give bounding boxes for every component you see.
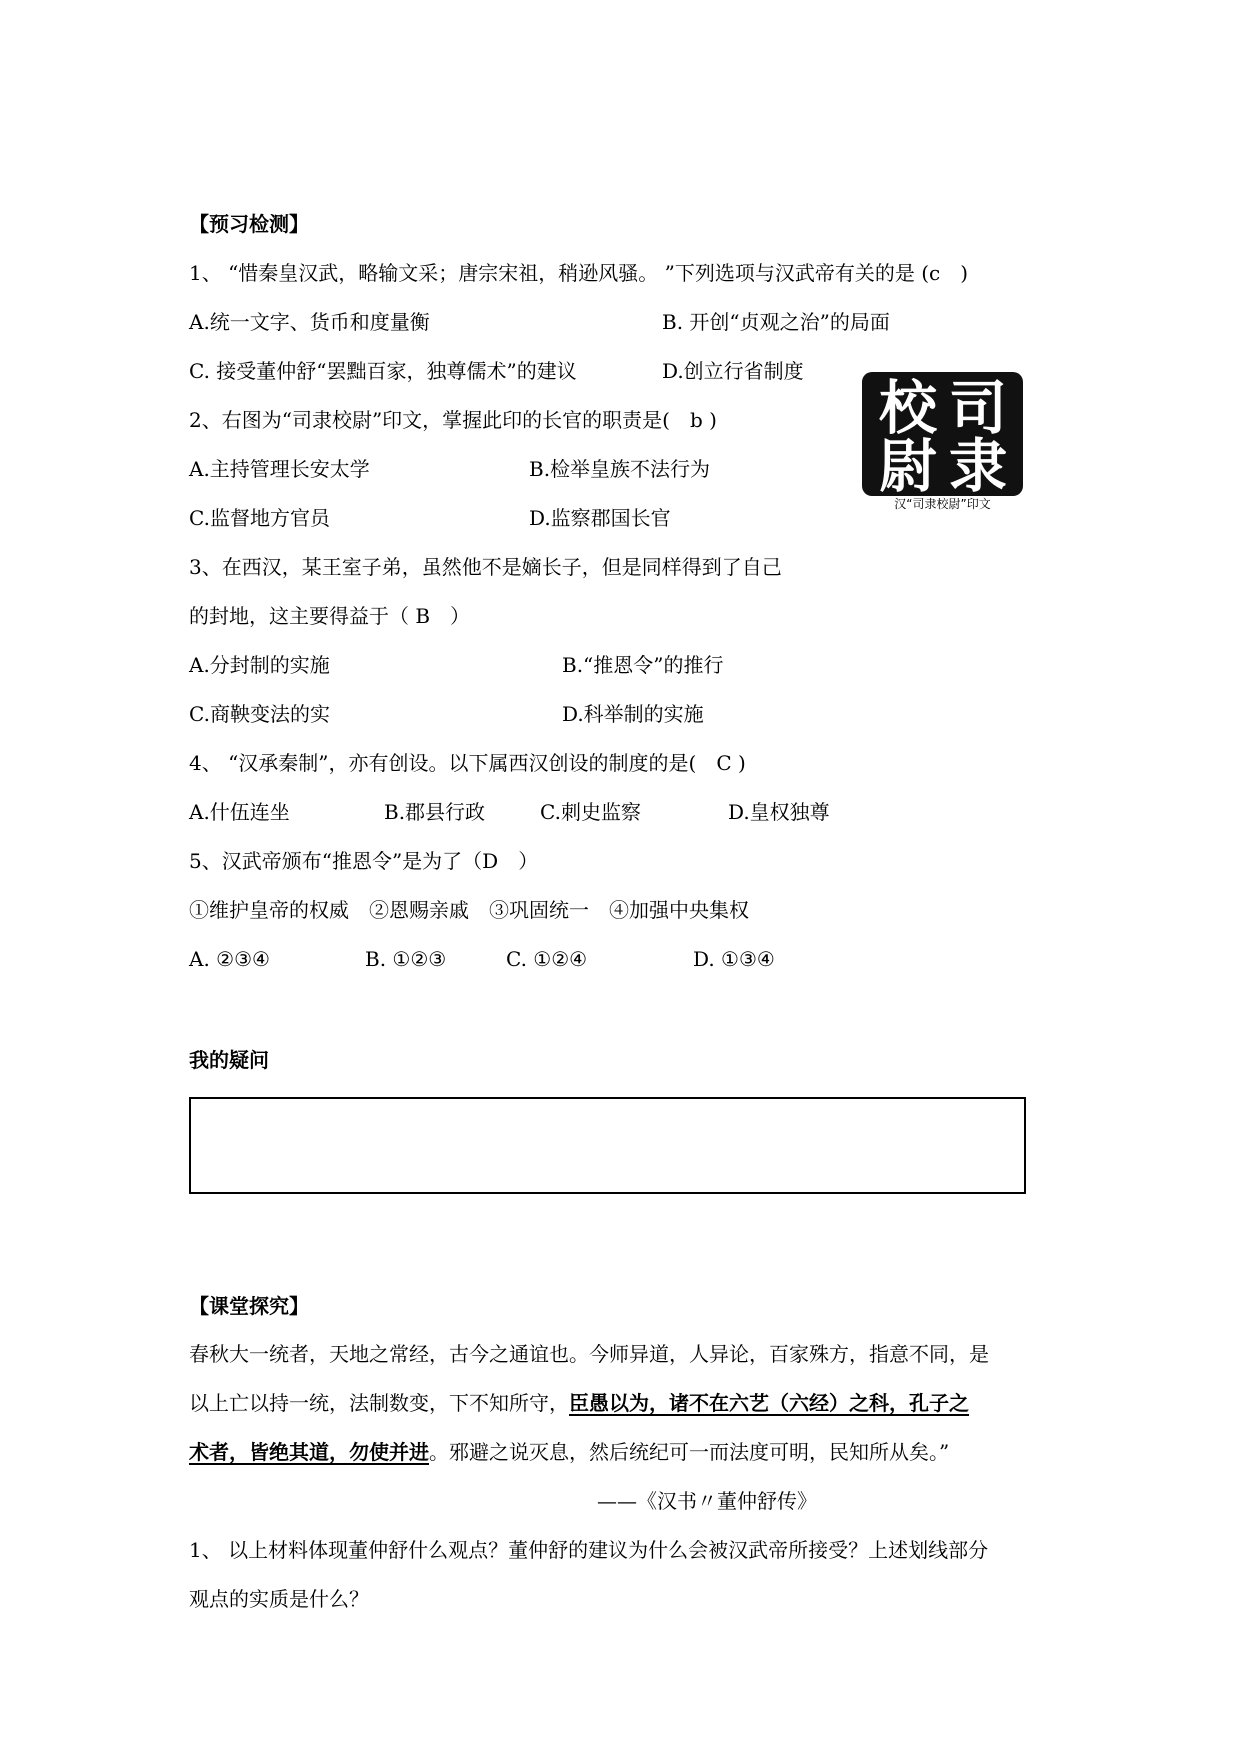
q1-option-d: D.创立行省制度 (662, 359, 804, 383)
q3-stem-line2: 的封地，这主要得益于（ B ） (189, 604, 471, 628)
explore-passage-line2-underlined: 臣愚以为，诸不在六艺（六经）之科，孔子之 (569, 1391, 969, 1415)
my-questions-heading: 我的疑问 (189, 1048, 269, 1072)
seal-char-wei: 尉 (878, 432, 938, 498)
q4-stem: 4、 “汉承秦制”，亦有创设。以下属西汉创设的制度的是( C ) (189, 751, 746, 775)
q2-option-c: C.监督地方官员 (189, 506, 330, 530)
q2-option-b: B.检举皇族不法行为 (529, 457, 711, 481)
seal-caption: 汉“司隶校尉”印文 (894, 497, 991, 511)
q5-option-d: D. ①③④ (693, 947, 775, 971)
explore-q1-line2: 观点的实质是什么？ (189, 1587, 369, 1611)
q3-stem-line1: 3、在西汉，某王室子弟，虽然他不是嫡长子，但是同样得到了自己 (189, 555, 782, 579)
explore-passage-line3 (189, 1438, 949, 1466)
q4-option-d: D.皇权独尊 (728, 800, 830, 824)
q5-option-b: B. ①②③ (365, 947, 447, 971)
q3-option-b: B.“推恩令”的推行 (562, 653, 724, 677)
q4-option-a: A.什伍连坐 (189, 800, 290, 824)
q3-option-a: A.分封制的实施 (189, 653, 330, 677)
explore-passage-line2 (189, 1389, 969, 1417)
q3-option-d: D.科举制的实施 (562, 702, 704, 726)
q4-option-b: B.郡县行政 (384, 800, 486, 824)
explore-q1-line1: 1、 以上材料体现董仲舒什么观点？董仲舒的建议为什么会被汉武帝所接受？上述划线部分 (189, 1538, 989, 1562)
q1-option-a: A.统一文字、货币和度量衡 (189, 310, 430, 334)
q5-option-c: C. ①②④ (506, 947, 588, 971)
q1-option-c: C. 接受董仲舒“罢黜百家，独尊儒术”的建议 (189, 359, 577, 383)
q5-items: ①维护皇帝的权威 ②恩赐亲戚 ③巩固统一 ④加强中央集权 (189, 898, 749, 922)
seal-char-xiao: 校 (878, 374, 938, 442)
explore-passage-line1: 春秋大一统者，天地之常经，古今之通谊也。今师异道，人异论，百家殊方，指意不同，是 (189, 1342, 989, 1366)
explore-passage-line3-underlined: 术者，皆绝其道，勿使并进 (189, 1440, 429, 1464)
q2-option-d: D.监察郡国长官 (529, 506, 671, 530)
q4-option-c: C.刺史监察 (540, 800, 641, 824)
q2-stem: 2、右图为“司隶校尉”印文，掌握此印的长官的职责是( b ) (189, 408, 717, 432)
q5-stem: 5、汉武帝颁布“推恩令”是为了（D ） (189, 849, 539, 873)
q1-option-b: B. 开创“贞观之治”的局面 (662, 310, 890, 334)
seal-char-si: 司 (948, 374, 1008, 442)
explore-heading: 【课堂探究】 (189, 1294, 309, 1318)
explore-passage-line2-plain: 以上亡以持一统，法制数变，下不知所守， (189, 1391, 569, 1415)
q2-option-a: A.主持管理长安太学 (189, 457, 370, 481)
q3-option-c: C.商鞅变法的实 (189, 702, 330, 726)
q1-stem: 1、 “惜秦皇汉武，略输文采；唐宗宋祖，稍逊风骚。 ”下列选项与汉武帝有关的是 (c ) (189, 261, 969, 285)
explore-passage-line3-plain: 。邪避之说灭息，然后统纪可一而法度可明，民知所从矣。” (429, 1440, 950, 1464)
preview-heading: 【预习检测】 (189, 212, 309, 236)
my-questions-answer-box[interactable] (189, 1097, 1026, 1194)
q5-option-a: A. ②③④ (189, 947, 270, 971)
explore-source: ——《汉书〃董仲舒传》 (597, 1489, 817, 1513)
seal-char-li: 隶 (948, 432, 1008, 498)
